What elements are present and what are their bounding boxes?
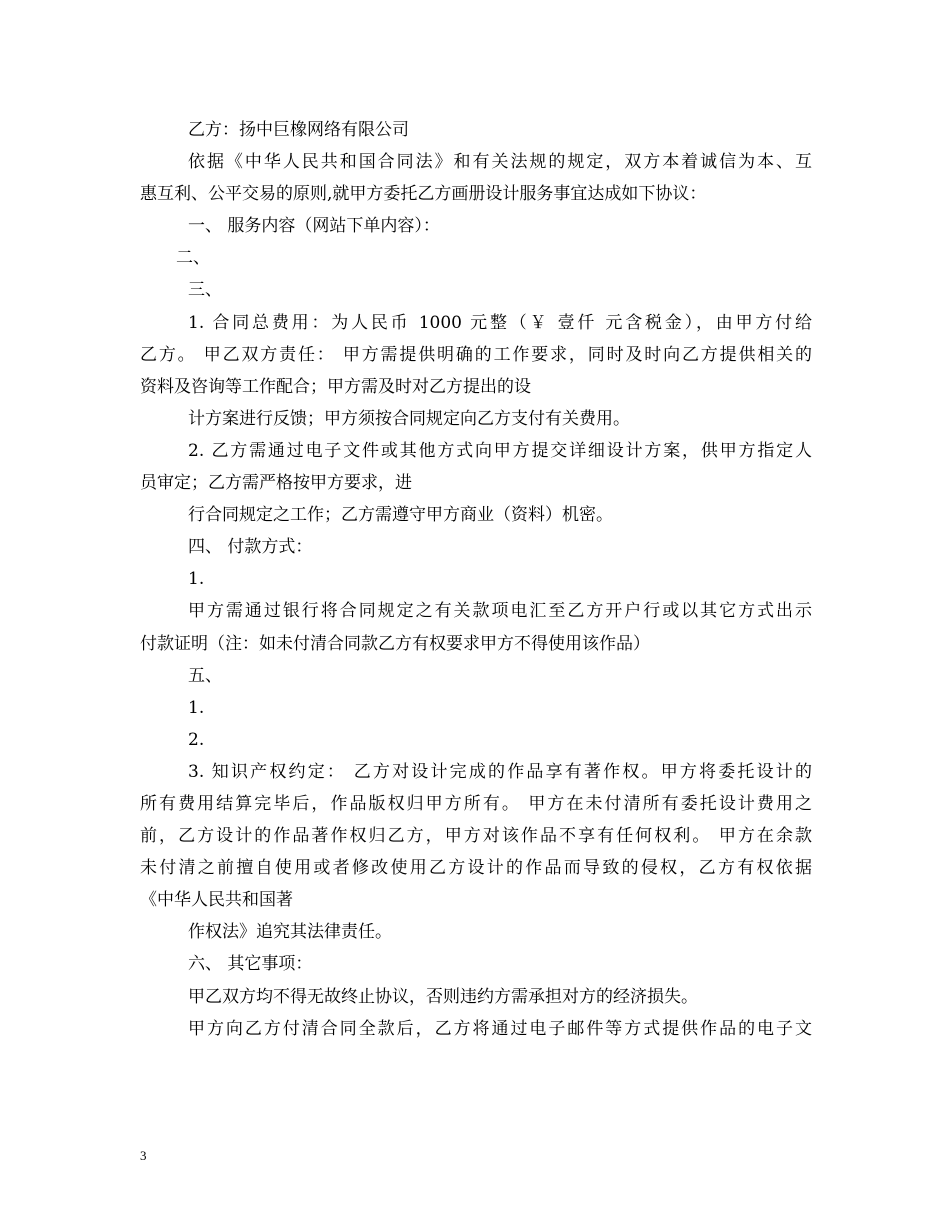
text-line: 甲乙双方均不得无故终止协议，否则违约方需承担对方的经济损失。 (188, 986, 698, 1007)
text-line: 甲方向乙方付清合同全款后，乙方将通过电子邮件等方式提供作品的电子文 (188, 1018, 812, 1039)
text-line: 3. 知识产权约定： 乙方对设计完成的作品享有著作权。甲方将委托设计的 (188, 761, 812, 782)
text-line: 2. 乙方需通过电子文件或其他方式向甲方提交详细设计方案，供甲方指定人 (188, 440, 812, 461)
text-line: 付款证明（注：如未付清合同款乙方有权要求甲方不得使用该作品） (140, 633, 650, 654)
text-line: 惠互利、公平交易的原则,就甲方委托乙方画册设计服务事宜达成如下协议： (140, 184, 707, 205)
text-line: 《中华人民共和国著 (140, 890, 293, 911)
text-line: 乙方：扬中巨橡网络有限公司 (188, 120, 409, 140)
text-line: 1. (188, 697, 205, 718)
text-line: 一、 服务内容（网站下单内容）： (188, 216, 440, 237)
text-line: 员审定；乙方需严格按甲方要求，进 (140, 473, 412, 494)
text-line: 行合同规定之工作；乙方需遵守甲方商业（资料）机密。 (188, 505, 613, 526)
text-line: 五、 (188, 665, 222, 686)
text-line: 2. (188, 729, 205, 750)
text-line: 资料及咨询等工作配合；甲方需及时对乙方提出的设 (140, 376, 531, 397)
text-line: 甲方需通过银行将合同规定之有关款项电汇至乙方开户行或以其它方式出示 (188, 601, 812, 622)
text-line: 作权法》追究其法律责任。 (188, 922, 392, 943)
text-line: 乙方。 甲乙双方责任： 甲方需提供明确的工作要求，同时及时向乙方提供相关的 (140, 344, 812, 365)
page-number: 3 (140, 1148, 147, 1163)
text-line: 三、 (188, 280, 222, 301)
text-line: 1. (188, 569, 205, 590)
text-line: 1. 合同总费用：为人民币 1000 元整（￥ 壹仟 元含税金），由甲方付给 (188, 312, 812, 333)
text-line: 四、 付款方式： (188, 537, 313, 558)
text-line: 六、 其它事项： (188, 954, 313, 975)
text-line: 二、 (176, 248, 210, 269)
text-line: 所有费用结算完毕后，作品版权归甲方所有。 甲方在未付清所有委托设计费用之 (140, 793, 812, 814)
text-line: 未付清之前擅自使用或者修改使用乙方设计的作品而导致的侵权，乙方有权依据 (140, 858, 812, 879)
text-line: 计方案进行反馈；甲方须按合同规定向乙方支付有关费用。 (188, 408, 630, 429)
document-body (140, 114, 812, 1045)
text-line: 依据《中华人民共和国合同法》和有关法规的规定，双方本着诚信为本、互 (188, 152, 812, 173)
text-line: 前，乙方设计的作品著作权归乙方，甲方对该作品不享有任何权利。 甲方在余款 (140, 826, 812, 847)
